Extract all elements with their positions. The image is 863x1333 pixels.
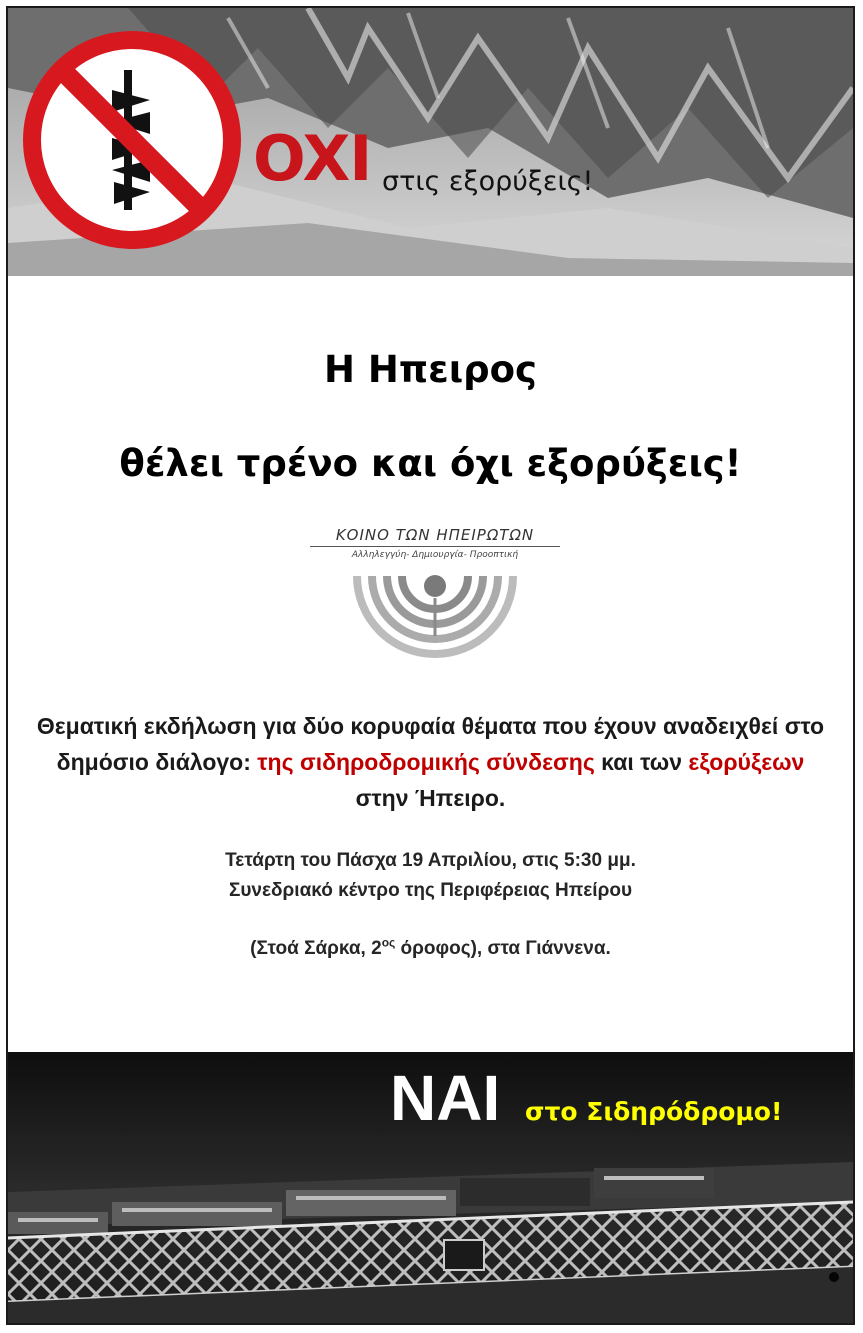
logo-title: ΚΟΙΝΟ ΤΩΝ ΗΠΕΙΡΩΤΩΝ xyxy=(310,526,560,547)
event-date-time: Τετάρτη του Πάσχα 19 Απριλίου, στις 5:30 μμ. xyxy=(225,850,636,871)
nai-headline: NAI xyxy=(390,1062,501,1134)
description-text-1: Θεματική εκδήλωση για δύο κορυφαία θέματα που έχουν αναδειχθεί στο δημόσιο διάλογο: xyxy=(36,713,825,775)
poster xyxy=(6,6,855,1325)
top-banner xyxy=(8,8,853,276)
event-description xyxy=(28,708,833,816)
oxi-headline: OXI xyxy=(253,122,372,195)
event-address-post: όροφος), στα Γιάννενα. xyxy=(395,938,611,959)
logo-arcs-icon xyxy=(340,564,530,672)
event-details xyxy=(8,846,853,964)
description-highlight-railway: της σιδηροδρομικής σύνδεσης xyxy=(257,749,595,775)
headline-line2: θέλει τρένο και όχι εξορύξεις! xyxy=(119,442,742,485)
event-floor-ordinal: ος xyxy=(381,935,396,950)
event-address-pre: (Στοά Σάρκα, 2 xyxy=(250,938,382,959)
event-address xyxy=(8,934,853,964)
logo-subtitle: Αλληλεγγύη- Δημιουργία- Προοπτική xyxy=(351,550,519,560)
description-highlight-mining: εξορύξεων xyxy=(688,749,805,775)
bottom-banner xyxy=(8,1052,853,1323)
description-text-2: και των xyxy=(594,749,689,775)
description-text-3: στην Ήπειρο. xyxy=(355,785,506,811)
nai-subheadline: στο Σιδηρόδρομο! xyxy=(525,1097,783,1126)
no-mining-icon xyxy=(22,30,242,250)
headline-line1: Η Ηπειρος xyxy=(324,348,537,391)
oxi-subheadline: στις εξορύξεις! xyxy=(382,166,594,197)
koino-ton-ipeiroton-logo xyxy=(310,526,560,676)
event-venue: Συνεδριακό κέντρο της Περιφέρειας Ηπείρου xyxy=(228,880,633,901)
